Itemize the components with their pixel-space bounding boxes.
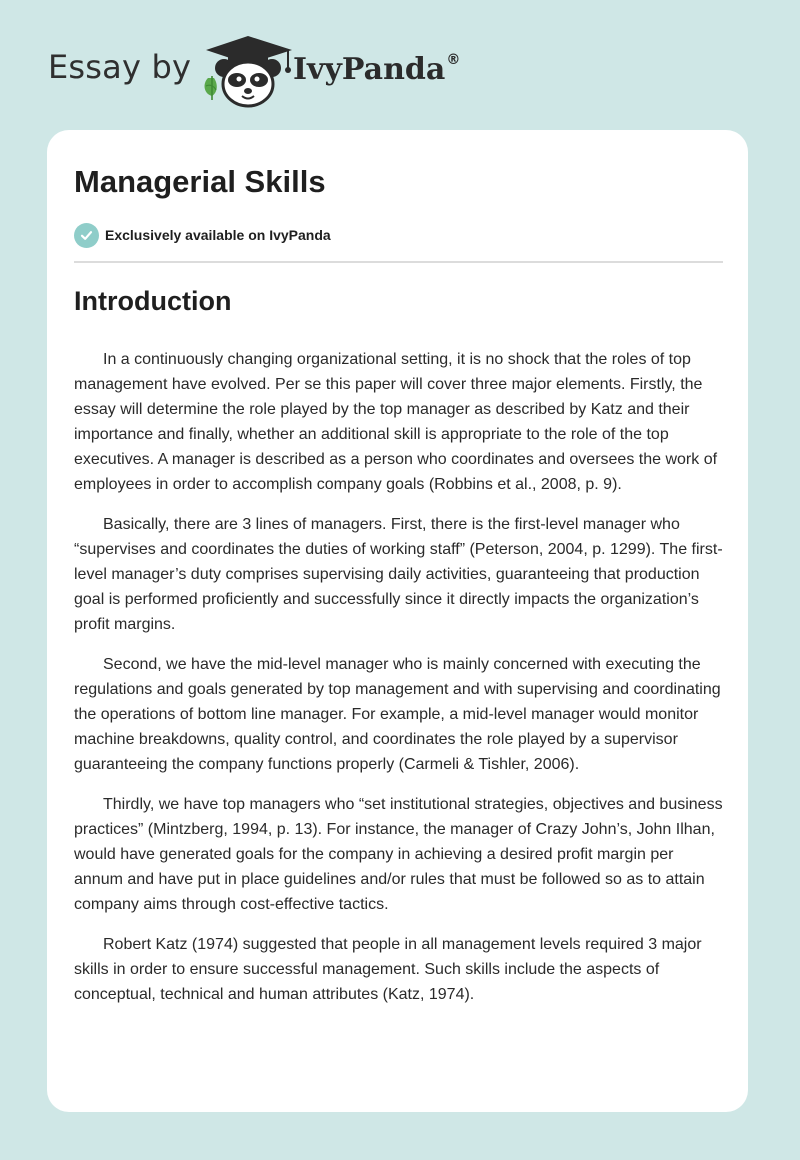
essay-body [74,281,724,1022]
panda-logo-icon[interactable] [200,34,296,110]
check-circle-icon [74,223,99,248]
section-heading: Introduction [74,286,232,316]
paragraph: In a continuously changing organizational setting, it is no shock that the roles of top management have evolved. Per se this paper will cover three major elements. Firstly, the essay will determine the role played by the top manager as described by Katz and their importance and finally, whether an additional skill is appropriate to the role of the top executives. A manager is described as a person who coordinates and oversees the work of employees in order to accomplish company goals (Robbins et al., 2008, p. 9). [74,351,718,493]
site-header [48,34,488,114]
exclusive-badge-label: Exclusively available on IvyPanda [105,227,331,243]
brand-name-text: IvyPanda [293,52,446,87]
registered-mark: ® [446,52,461,68]
brand-name[interactable] [293,52,460,87]
paragraph: Second, we have the mid-level manager who is mainly concerned with executing the regulations and goals generated by top management and with supervising and coordinating the operations of bottom line manager. For example, a mid-level manager would monitor machine breakdowns, quality control, and coordinates the role played by a supervisor guaranteeing the company functions properly (Carmeli & Tishler, 2006). [74,656,721,773]
page-title: Managerial Skills [74,164,326,199]
paragraph: Thirdly, we have top managers who “set institutional strategies, objectives and business practices” (Mintzberg, 1994, p. 13). For instance, the manager of Crazy John’s, John Ilhan, would have generated goals for the company in achieving a desired profit margin per annum and have put in place guidelines and/or rules that must be followed so as to attain company aims through cost-effective tactics. [74,796,723,913]
essay-card [47,130,748,1112]
paragraph: Robert Katz (1974) suggested that people in all management levels required 3 major skills in order to ensure successful management. Such skills include the aspects of conceptual, technical and human attributes (Katz, 1974). [74,936,702,1003]
paragraph: Basically, there are 3 lines of managers. First, there is the first-level manager who “supervises and coordinates the duties of working staff” (Peterson, 2004, p. 1299). The first-level manager’s duty comprises supervising daily activities, guaranteeing that production goal is performed proficiently and successfully since it directly impacts the organization’s profit margins. [74,516,723,633]
exclusive-badge [74,222,331,248]
essay-by-label: Essay by [48,48,192,86]
divider [74,261,723,263]
